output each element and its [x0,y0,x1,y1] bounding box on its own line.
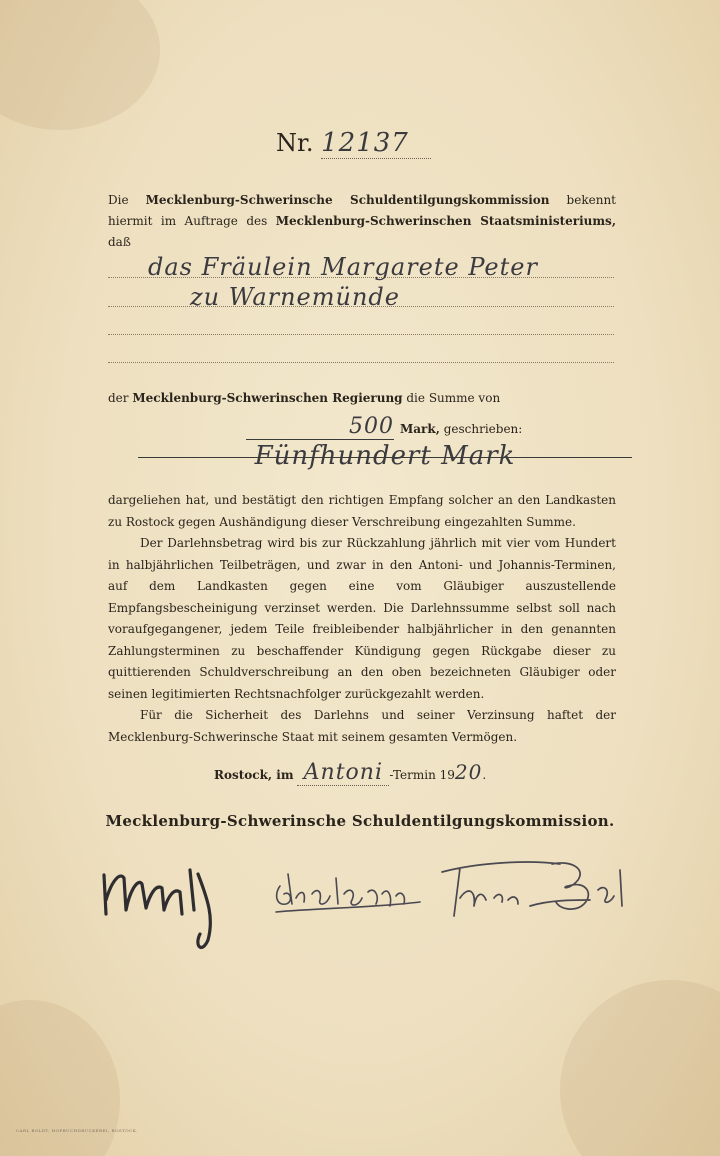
amount-words-row [138,443,632,473]
signature-3 [442,862,622,916]
creditor-residence: zu Warnemünde [190,283,400,311]
term-year: 20 [454,760,483,784]
amount-row [246,414,522,440]
commission-signature-heading: Mecklenburg-Schwerinsche Schuldentilgungskommission. [105,812,615,830]
dotted-line [108,277,614,278]
amount-written-label: geschrieben: [443,422,523,436]
certificate-number: 12137 [321,128,431,159]
terms-body [108,490,616,748]
signature-1 [104,870,210,947]
dotted-line [108,306,614,307]
number-label: Nr. [276,129,314,157]
commission-name: Mecklenburg-Schwerinsche Schuldentilgungskommission [145,193,550,207]
paper-stain [0,0,160,130]
security-paragraph: Für die Sicherheit des Darlehns und seiner Verzinsung haftet der Mecklenburg-Schwerinsche Staat mit seinem gesamten Vermögen. [108,708,616,744]
intro-paragraph [108,190,616,253]
term-end: . [482,768,487,782]
amount-number: 500 [246,414,394,440]
place-date-row [214,760,486,786]
place: Rostock, im [214,768,294,782]
intro-text: bekennt hiermit im Auftrage des [108,193,616,228]
printer-imprint: CARL BOLDT, HOFBUCHDRUCKEREI, ROSTOCK. [16,1128,138,1133]
intro-text: daß [108,235,131,249]
govt-text: die Summe von [402,391,501,405]
dotted-line [108,334,614,335]
receipt-paragraph: dargeliehen hat, und bestätigt den richtigen Empfang solcher an den Landkasten zu Rostock gegen Aushändigung dieser Verschreibung eingezahlten Summe. [108,493,616,529]
certificate-number-row [276,128,431,159]
dotted-line [108,362,614,363]
creditor-name: das Fräulein Margarete Peter [148,253,538,281]
govt-text: der [108,391,133,405]
government-name: Mecklenburg-Schwerinschen Regierung [132,391,403,405]
term-label: -Termin 19 [389,768,455,782]
signatures-block [90,850,650,960]
term-month: Antoni [297,760,389,786]
amount-suffix: Mark, [400,422,440,436]
ministry-name: Mecklenburg-Schwerinschen Staatsministeriums, [275,214,616,228]
amount-words: Fünfhundert Mark [254,441,516,471]
signature-2 [276,874,420,912]
government-line [108,388,616,409]
intro-text: Die [108,193,146,207]
interest-paragraph: Der Darlehnsbetrag wird bis zur Rückzahlung jährlich mit vier vom Hundert in halbjährlichen Teilbeträgen, und zwar in den Antoni- und Johannis-Terminen, auf dem Landkasten gegen eine vom Gläubiger auszustellende Empfangsbescheinigung verzinset werden. Die Darlehnssumme selbst soll nach voraufgegangener, jedem Teile freibleibender halbjährlicher in den genannten Zahlungsterminen zu beschaffender Kündigung gegen Rückgabe dieser zu quittierenden Schuldverschreibung an den oben bezeichneten Gläubiger oder seinen legitimierten Rechtsnachfolger zurückgezahlt werden. [108,536,616,701]
paper-stain [560,980,720,1156]
